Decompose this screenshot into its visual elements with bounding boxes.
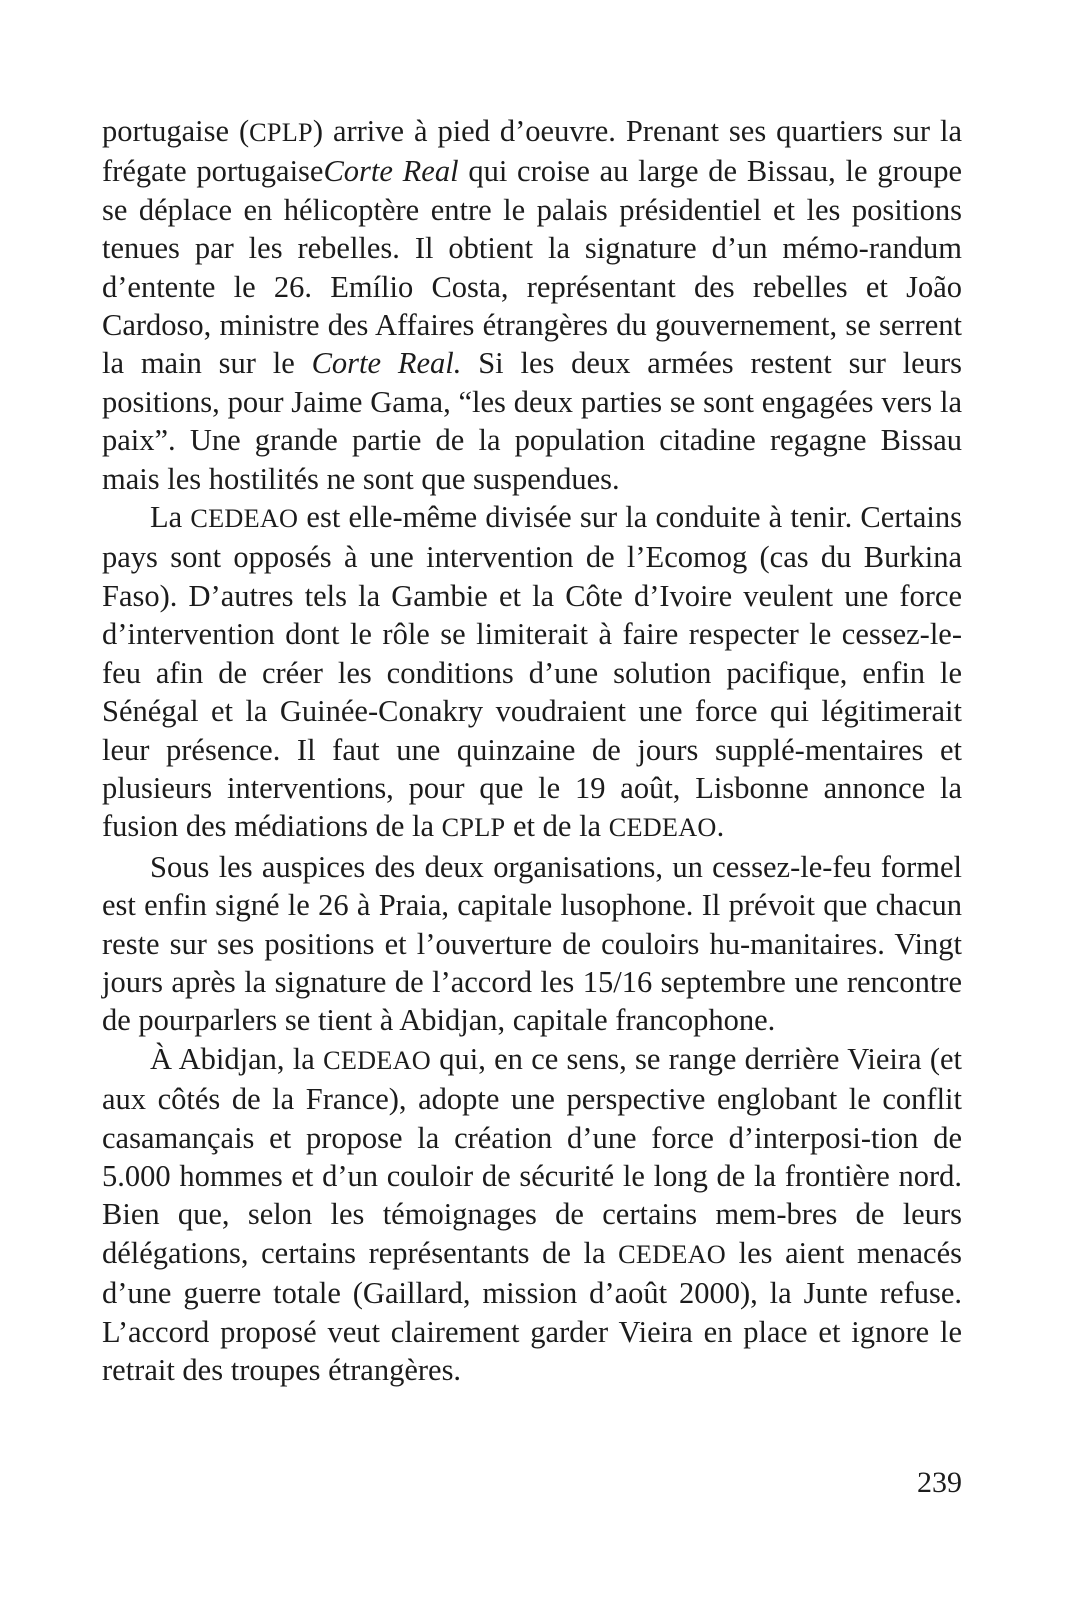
text-segment: CEDEAO [323,1045,431,1075]
text-segment: CPLP [249,118,313,147]
text-segment: est elle-même divisée sur la conduite à tenir. Certains pays sont opposés à une intervention de l’Ecomog (cas du Burkina Faso). D’autres tels la Gambie et la Côte d’Ivoire veulent une force d’intervention dont le rôle se limiterait à faire respecter le cessez-le-feu afin de créer les conditions d’une solution pacifique, enfin le Sénégal et la Guinée-Conakry voudraient une force qui légitimerait leur présence. Il faut une quinzaine de jours supplé-mentaires et plusieurs interventions, pour que le 19 août, Lisbonne annonce la fusion des médiations de la [102,500,962,844]
paragraph-4 [102,1040,962,1390]
text-segment: les aient menacés d’une guerre totale (Gaillard, mission d’août 2000), la Junte refuse. L’accord proposé veut clairement garder Vieira en place et ignore le retrait des troupes étrangères. [102,1235,962,1387]
paragraph-1 [102,112,962,498]
text-segment: ) arrive à pied d’oeuvre. Prenant ses quartiers sur la frégate portugaise [102,114,962,189]
paragraph-2 [102,498,962,848]
text-segment: CEDEAO [190,504,299,534]
text-segment: Corte Real [323,154,459,189]
text-segment: CPLP [441,813,506,843]
text-segment: Corte Real. [311,346,462,381]
text-segment: CEDEAO [618,1239,727,1269]
text-segment: Si les deux armées restent sur leurs positions, pour Jaime Gama, “les deux parties se sont engagées vers la paix”. Une grande partie de la population citadine regagne Bissau mais les hostilités ne sont que suspendues. [102,346,962,496]
text-segment: Sous les auspices des deux organisations, un cessez-le-feu formel est enfin signé le 26 à Praia, capitale lusophone. Il prévoit que chacun reste sur ses positions et l’ouverture de couloirs hu-manitaires. Vingt jours après la signature de l’accord les 15/16 septembre une rencontre de pourparlers se tient à Abidjan, capitale francophone. [102,849,962,1038]
text-segment: et de la [505,809,609,844]
text-segment: . [716,809,725,844]
text-segment: portugaise ( [102,114,250,148]
page-number: 239 [917,1466,962,1499]
text-segment: CEDEAO [608,813,717,843]
text-segment: qui, en ce sens, se range derrière Vieira (et aux côtés de la France), adopte une perspective englobant le conflit casamançais et propose la création d’une force d’interposi-tion de 5.000 hommes et d’un couloir de sécurité le long de la frontière nord. Bien que, selon les témoignages de certains mem-bres de leurs délégations, certains représentants de la [102,1041,963,1270]
body-text [102,112,962,1389]
text-segment: À Abidjan, la [150,1041,324,1076]
text-segment: qui croise au large de Bissau, le groupe se déplace en hélicoptère entre le palais présidentiel et les positions tenues par les rebelles. Il obtient la signature d’un mémo-randum d’entente le 26. Emílio Costa, représentant des rebelles et João Cardoso, ministre des Affaires étrangères du gouvernement, se serrent la main sur le [102,154,963,381]
paragraph-3 [102,848,962,1040]
text-segment: La [150,500,191,535]
